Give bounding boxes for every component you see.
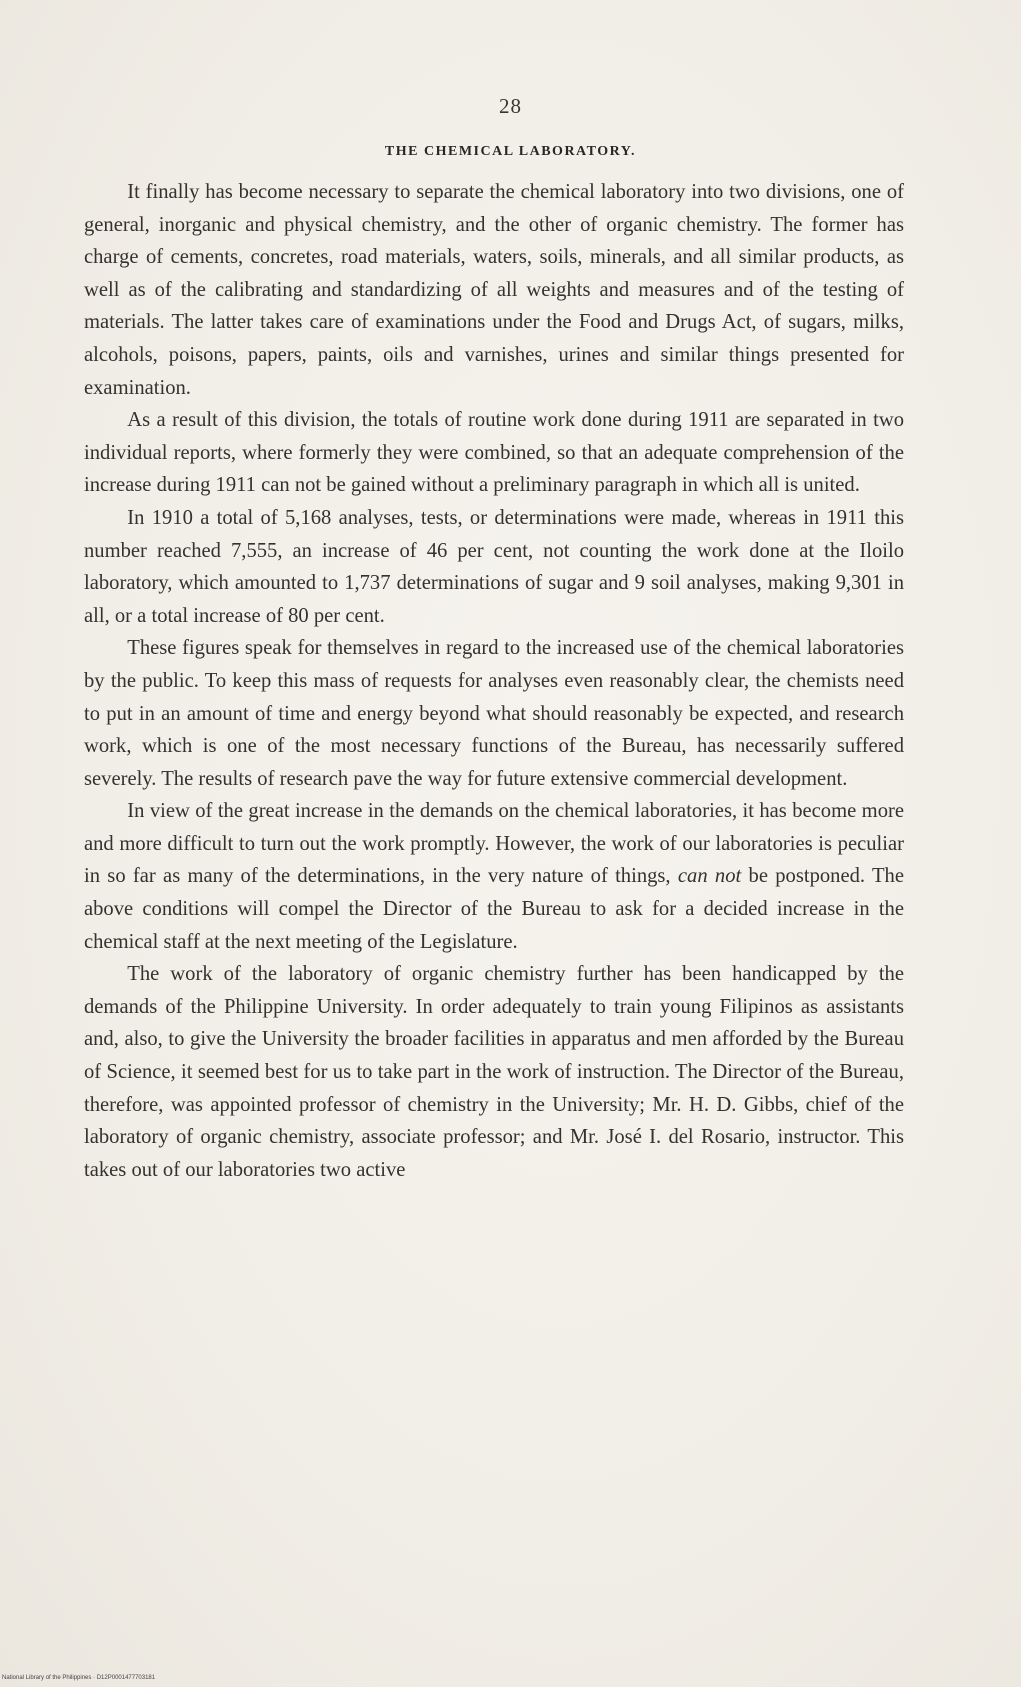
paragraph-5: [84, 795, 904, 958]
paragraph-2: As a result of this division, the totals of routine work done during 1911 are separated in two individual reports, where formerly they were combined, so that an adequate comprehension of the increase during 1911 can not be gained without a preliminary paragraph in which all is united.: [84, 409, 904, 497]
paragraph-1: It finally has become necessary to separate the chemical laboratory into two divisions, one of general, inorganic and physical chemistry, and the other of organic chemistry. The former has charge of cements, concretes, road materials, waters, soils, minerals, and all similar products, as well as of the calibrating and standardizing of all weights and measures and of the testing of materials. The latter takes care of examinations under the Food and Drugs Act, of sugars, milks, alcohols, poisons, papers, paints, oils and varnishes, urines and similar things presented for examination.: [84, 181, 904, 399]
library-stamp: National Library of the Philippines · D12P0001477703181: [2, 1675, 156, 1681]
paragraph-3: In 1910 a total of 5,168 analyses, tests, or determinations were made, whereas in 1911 this number reached 7,555, an increase of 46 per cent, not counting the work done at the Iloilo laboratory, which amounted to 1,737 determinations of sugar and 9 soil analyses, making 9,301 in all, or a total increase of 80 per cent.: [84, 506, 904, 627]
paragraph-5-text-a: In view of the great increase in the demands on the chemical laboratories, it has become more and more difficult to turn out the work promptly. However, the work of our laboratories is peculiar in so far as many of the determinations, in the very nature of things,: [84, 800, 904, 888]
page-number: 28: [499, 94, 522, 118]
section-title: THE CHEMICAL LABORATORY.: [384, 144, 637, 159]
paragraph-4: These figures speak for themselves in regard to the increased use of the chemical laboratories by the public. To keep this mass of requests for analyses even reasonably clear, the chemists need to put in an amount of time and energy beyond what should reasonably be expected, and research work, which is one of the most necessary functions of the Bureau, has necessarily suffered severely. The results of research pave the way for future extensive commercial development.: [84, 637, 904, 790]
paragraph-5-text-b: be postponed. The above conditions will compel the Director of the Bureau to ask for a decided increase in the chemical staff at the next meeting of the Legislature.: [84, 865, 904, 953]
paragraph-6: The work of the laboratory of organic chemistry further has been handicapped by the demands of the Philippine University. In order adequately to train young Filipinos as assistants and, also, to give the University the broader facilities in apparatus and men afforded by the Bureau of Science, it seemed best for us to take part in the work of instruction. The Director of the Bureau, therefore, was appointed professor of chemistry in the University; Mr. H. D. Gibbs, chief of the laboratory of organic chemistry, associate professor; and Mr. José I. del Rosario, instructor. This takes out of our laboratories two active: [84, 963, 904, 1181]
paragraph-5-emphasis: can not: [677, 865, 742, 888]
body-text: [84, 176, 904, 1186]
